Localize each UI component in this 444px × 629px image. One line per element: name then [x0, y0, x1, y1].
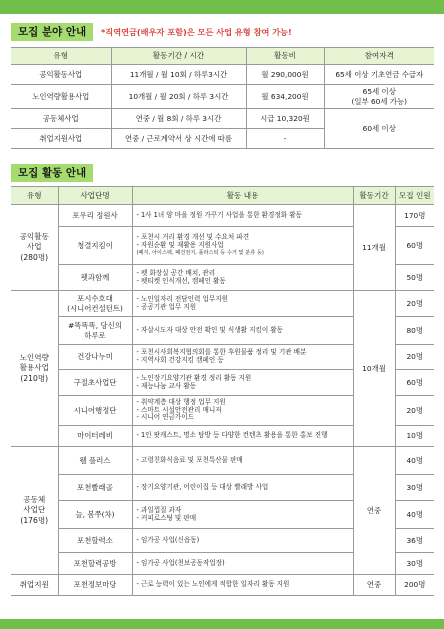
recruit-count: 200명 — [395, 575, 434, 596]
table-row — [11, 109, 434, 129]
description-line: - 자원순환 및 재활용 지원사업 — [136, 241, 224, 250]
table-row — [11, 447, 434, 475]
header-type: 유형 — [11, 187, 58, 205]
table-row — [11, 65, 434, 85]
name-line: 하루로 — [84, 330, 106, 340]
name-line: (시니어컨설턴트) — [67, 303, 123, 313]
activity-description — [132, 205, 353, 227]
description-line: - 펫 화장실 공간 배치, 관리 — [136, 268, 216, 277]
description-line: - 노인장기요양기관 환경 정리 활동 지원 — [136, 373, 252, 382]
recruit-count: 30명 — [395, 553, 434, 575]
activity-name: 건강나누미 — [58, 345, 132, 370]
activity-period: 11개월 — [353, 205, 395, 291]
activity-description — [132, 291, 353, 317]
header-description: 활동 내용 — [132, 187, 353, 205]
recruit-count: 20명 — [395, 396, 434, 426]
group-label: 사업단 — [23, 505, 46, 515]
activity-period: 연중 — [353, 575, 395, 596]
activity-name: 포천정보마당 — [58, 575, 132, 596]
description-line: - 스마트 시설안전관리 매니저 — [136, 405, 222, 414]
activity-description — [132, 227, 353, 265]
activity-description — [132, 529, 353, 553]
activity-name — [58, 317, 132, 345]
activity-description — [132, 426, 353, 447]
activity-period: 10개월 — [353, 291, 395, 447]
recruit-count: 10명 — [395, 426, 434, 447]
activity-description — [132, 553, 353, 575]
row-qualification: 60세 이상 — [324, 109, 434, 149]
activity-description — [132, 575, 353, 596]
description-line: - 펫티켓 인식개선, 캠페인 활동 — [136, 276, 226, 285]
group-label: 공익활동 — [19, 232, 49, 242]
recruit-count: 50명 — [395, 265, 434, 291]
row-type: 공동체사업 — [11, 109, 111, 129]
qualification-line: 65세 이상 — [362, 87, 396, 97]
activity-name: 늘, 봄쭈(차) — [58, 501, 132, 529]
activity-name: 포우리 정원사 — [58, 205, 132, 227]
row-type: 공익활동사업 — [11, 65, 111, 85]
row-type: 취업지원사업 — [11, 129, 111, 149]
recruit-count: 60명 — [395, 227, 434, 265]
description-line: - 1사 1녀 양 마을 정원 가꾸기 사업을 통한 환경정화 활동 — [136, 210, 302, 219]
description-line: - 포천시사회복지협의회를 통한 후원물품 정리 및 기관 배분 — [136, 348, 307, 357]
activity-name: 포천할력소 — [58, 529, 132, 553]
activity-description — [132, 345, 353, 370]
recruit-count: 80명 — [395, 317, 434, 345]
activity-name: 구절초사업단 — [58, 370, 132, 396]
description-line: - 노인일자리 전담인력 업무지원 — [136, 294, 228, 303]
group-community — [11, 447, 58, 575]
description-line: - 지역사회 건강지킴 캠페인 등 — [136, 356, 224, 364]
activity-description — [132, 475, 353, 501]
description-line: - 임가공 사업(천보공동작업장) — [136, 558, 225, 567]
header-period: 활동기간 / 시간 — [111, 48, 246, 65]
recruit-count: 36명 — [395, 529, 434, 553]
recruit-count: 40명 — [395, 447, 434, 475]
activity-name: 포천할력공방 — [58, 553, 132, 575]
header-name: 사업단명 — [58, 187, 132, 205]
description-line: - 재능나눔 교사 활동 — [136, 381, 197, 390]
activity-description — [132, 317, 353, 345]
header-qualification: 참여자격 — [324, 48, 434, 65]
group-employment: 취업지원 — [11, 575, 58, 596]
name-line: #똑똑똑, 당신의 — [68, 321, 122, 331]
description-line: - 자살시도자 대상 안전 확인 및 식생활 지킴이 활동 — [136, 325, 284, 334]
table-header-row — [11, 187, 434, 205]
activity-name: 시니어행정단 — [58, 396, 132, 426]
description-line: - 장기요양기관, 어린이집 등 대상 빨래방 사업 — [136, 482, 269, 491]
description-line: - 시니어 연금가이드 — [136, 413, 195, 422]
description-line: - 과일껍질 과자 — [136, 505, 182, 514]
activity-name — [58, 291, 132, 317]
activity-period: 연중 — [353, 447, 395, 575]
group-label: 노인역량 — [19, 353, 49, 363]
group-public-service — [11, 205, 58, 291]
recruit-count: 40명 — [395, 501, 434, 529]
table-row — [11, 291, 434, 317]
group-label: (176명) — [20, 515, 49, 525]
row-pay: 월 634,200원 — [246, 85, 324, 109]
description-line: - 고령친화식음료 및 포천특산물 판매 — [136, 455, 243, 464]
activity-description — [132, 501, 353, 529]
recruit-count: 30명 — [395, 475, 434, 501]
recruit-count: 170명 — [395, 205, 434, 227]
description-line: - 커피로스팅 및 판매 — [136, 513, 197, 522]
recruit-count: 20명 — [395, 291, 434, 317]
description-line: - 공공기관 업무 지원 — [136, 302, 197, 311]
header-type: 유형 — [11, 48, 111, 65]
description-line: - 취약계층 대상 행정 업무 지원 — [136, 397, 226, 406]
row-type: 노인역량활용사업 — [11, 85, 111, 109]
group-label: 활용사업 — [19, 363, 49, 373]
table-header-row — [11, 48, 434, 65]
header-count: 모집 인원 — [395, 187, 434, 205]
section1-title: 모집 분야 안내 — [11, 23, 93, 41]
bottom-accent-bar — [0, 619, 444, 629]
description-line: - 임가공 사업(신읍동) — [136, 535, 200, 544]
row-period: 연중 / 월 8회 / 하루 3시간 — [111, 109, 246, 129]
activity-name: 마이터레비 — [58, 426, 132, 447]
group-label: 공동체 — [23, 495, 46, 505]
row-qualification: 65세 이상 기초연금 수급자 — [324, 65, 434, 85]
description-line: - 포천시 거리 환경 개선 및 수요처 파견 — [136, 233, 250, 242]
qualification-line: (일부 60세 가능) — [351, 96, 408, 106]
row-pay: 시급 10,320원 — [246, 109, 324, 129]
row-pay: 월 290,000원 — [246, 65, 324, 85]
header-pay: 활동비 — [246, 48, 324, 65]
recruit-count: 60명 — [395, 370, 434, 396]
description-line: (폐지, 아이스팩, 폐건전지, 플라스틱 등 수거 및 분류 등) — [136, 250, 264, 257]
group-label: (210명) — [20, 373, 49, 383]
activity-description — [132, 265, 353, 291]
recruitment-field-table — [11, 47, 434, 149]
table-row — [11, 205, 434, 227]
top-accent-bar — [0, 0, 444, 14]
activity-description — [132, 396, 353, 426]
row-pay: - — [246, 129, 324, 149]
group-label: (280명) — [20, 252, 49, 262]
row-period: 연중 / 근로계약서 상 시간에 따름 — [111, 129, 246, 149]
row-qualification — [324, 85, 434, 109]
recruit-count: 20명 — [395, 345, 434, 370]
eligibility-note: *직역연금(배우자 포함)은 모든 사업 유형 참여 가능! — [101, 27, 292, 37]
recruitment-activity-table — [11, 186, 434, 596]
activity-name: 펫과함께 — [58, 265, 132, 291]
description-line: - 1인 팟캐스트, 명소 탐방 등 다양한 컨텐츠 활용을 통한 홍보 진행 — [136, 431, 328, 440]
table-row — [11, 575, 434, 596]
activity-description — [132, 370, 353, 396]
name-line: 포시수호대 — [77, 294, 113, 304]
description-line: - 근로 능력이 있는 노인에게 적합한 일자리 활동 지원 — [136, 580, 290, 589]
activity-name: 웰 플러스 — [58, 447, 132, 475]
activity-name: 포천빨래골 — [58, 475, 132, 501]
row-period: 11개월 / 월 10회 / 하루3시간 — [111, 65, 246, 85]
row-period: 10개월 / 월 20회 / 하루 3시간 — [111, 85, 246, 109]
section2-title: 모집 활동 안내 — [11, 164, 93, 182]
table-row — [11, 85, 434, 109]
header-period: 활동기간 — [353, 187, 395, 205]
activity-name: 청결지킴이 — [58, 227, 132, 265]
activity-description — [132, 447, 353, 475]
group-senior-capacity — [11, 291, 58, 447]
group-label: 사업 — [26, 242, 42, 252]
